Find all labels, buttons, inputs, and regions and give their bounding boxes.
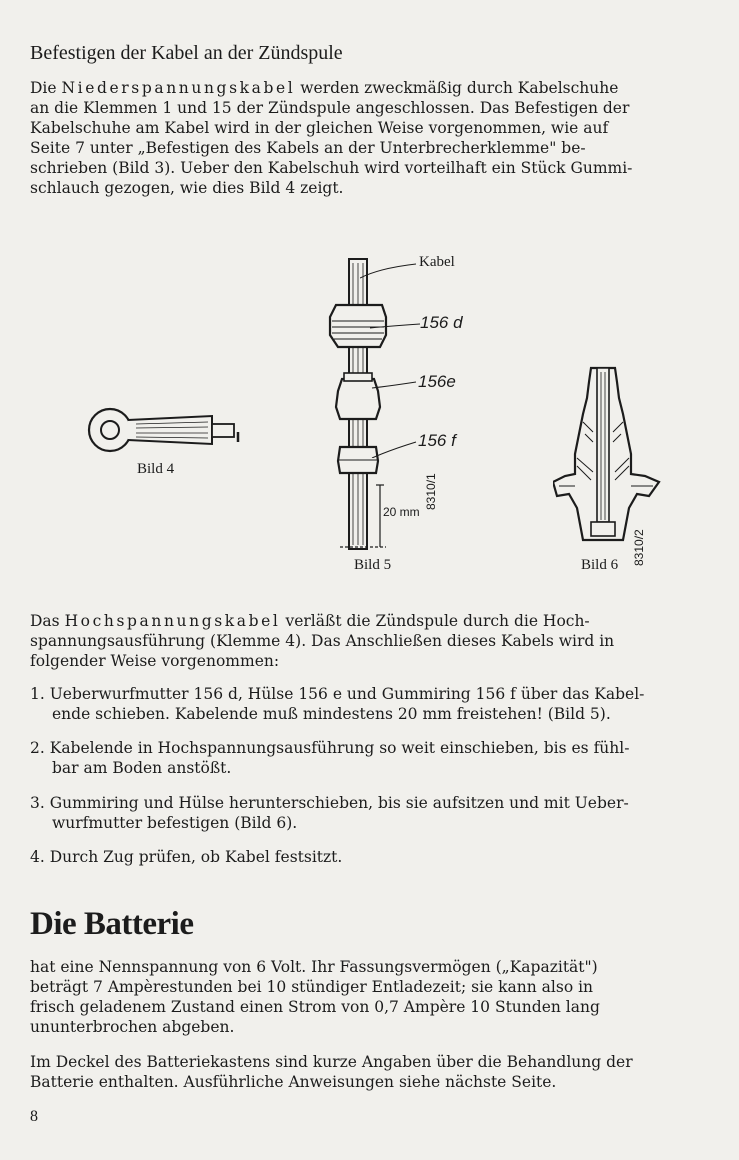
paragraph-battery-capacity [30, 957, 715, 1037]
step-3-line-0: Gummiring und Hülse herunterschieben, bis sie aufsitzen und mit Ueber- [49, 794, 629, 812]
dimension-20mm: 20 mm [383, 505, 420, 519]
paragraph-low-voltage [30, 78, 715, 198]
para1-lead: Die [30, 79, 57, 97]
paragraph-high-voltage [30, 611, 715, 671]
para1-line-1: an die Klemmen 1 und 15 der Zündspule angeschlossen. Das Befestigen der [30, 99, 630, 117]
para2-line-2: folgender Weise vorgenommen: [30, 652, 280, 670]
step-2-number: 2. [30, 739, 45, 757]
step-4-line-0: Durch Zug prüfen, ob Kabel festsitzt. [49, 848, 343, 866]
step-2 [30, 738, 715, 778]
section-heading-cable: Befestigen der Kabel an der Zündspule [30, 42, 343, 64]
step-2-line-0: Kabelende in Hochspannungsausführung so weit einschieben, bis es fühl- [49, 739, 630, 757]
step-1-number: 1. [30, 685, 45, 703]
step-4 [30, 847, 715, 867]
step-1-line-0: Ueberwurfmutter 156 d, Hülse 156 e und Gummiring 156 f über das Kabel- [49, 685, 645, 703]
label-156d: 156 d [420, 313, 463, 332]
code-8310-1: 8310/1 [424, 473, 438, 510]
step-3-line-1: wurfmutter befestigen (Bild 6). [52, 814, 298, 832]
label-156e: 156e [418, 372, 456, 391]
para3-line-3: ununterbrochen abgeben. [30, 1018, 235, 1036]
step-2-line-1: bar am Boden anstößt. [52, 759, 232, 777]
para1-line-3: Seite 7 unter „Befestigen des Kabels an der Unterbrecherklemme" be- [30, 139, 586, 157]
para4-line-0: Im Deckel des Batteriekastens sind kurze Angaben über die Behandlung der [30, 1053, 633, 1071]
label-kabel: Kabel [419, 254, 455, 270]
label-156f: 156 f [418, 431, 456, 450]
paragraph-battery-lid [30, 1052, 715, 1092]
term-low-voltage: Niederspannungskabel [61, 79, 296, 97]
para2-line-1: spannungsausführung (Klemme 4). Das Anschließen dieses Kabels wird in [30, 632, 615, 650]
para1-line-0: werden zweckmäßig durch Kabelschuhe [300, 79, 619, 97]
caption-bild-5: Bild 5 [354, 557, 392, 573]
term-high-voltage: Hochspannungskabel [64, 612, 281, 630]
caption-bild-6: Bild 6 [581, 557, 619, 573]
para1-line-5: schlauch gezogen, wie dies Bild 4 zeigt. [30, 179, 344, 197]
para1-line-4: schrieben (Bild 3). Ueber den Kabelschuh wird vorteilhaft ein Stück Gummi- [30, 159, 633, 177]
code-8310-2: 8310/2 [632, 529, 646, 566]
step-3-number: 3. [30, 794, 45, 812]
para3-line-0: hat eine Nennspannung von 6 Volt. Ihr Fassungsvermögen („Kapazität") [30, 958, 598, 976]
para1-line-2: Kabelschuhe am Kabel wird in der gleichen Weise vorgenommen, wie auf [30, 119, 609, 137]
para2-lead: Das [30, 612, 60, 630]
step-3 [30, 793, 715, 833]
step-4-number: 4. [30, 848, 45, 866]
step-1-line-1: ende schieben. Kabelende muß mindestens 20 mm freistehen! (Bild 5). [52, 705, 611, 723]
callout-leader-lines [360, 258, 440, 458]
para3-line-2: frisch geladenem Zustand einen Strom von 0,7 Ampère 10 Stunden lang [30, 998, 600, 1016]
section-heading-battery: Die Batterie [30, 906, 194, 942]
page-number: 8 [30, 1108, 38, 1125]
step-1 [30, 684, 715, 724]
figure-cross-section-illustration [553, 362, 663, 552]
para2-line-0: verläßt die Zündspule durch die Hoch- [285, 612, 590, 630]
para3-line-1: beträgt 7 Ampèrestunden bei 10 stündiger Entladezeit; sie kann also in [30, 978, 594, 996]
figure-cable-lug-illustration [84, 402, 244, 462]
para4-line-1: Batterie enthalten. Ausführliche Anweisungen siehe nächste Seite. [30, 1073, 557, 1091]
caption-bild-4: Bild 4 [137, 461, 175, 477]
